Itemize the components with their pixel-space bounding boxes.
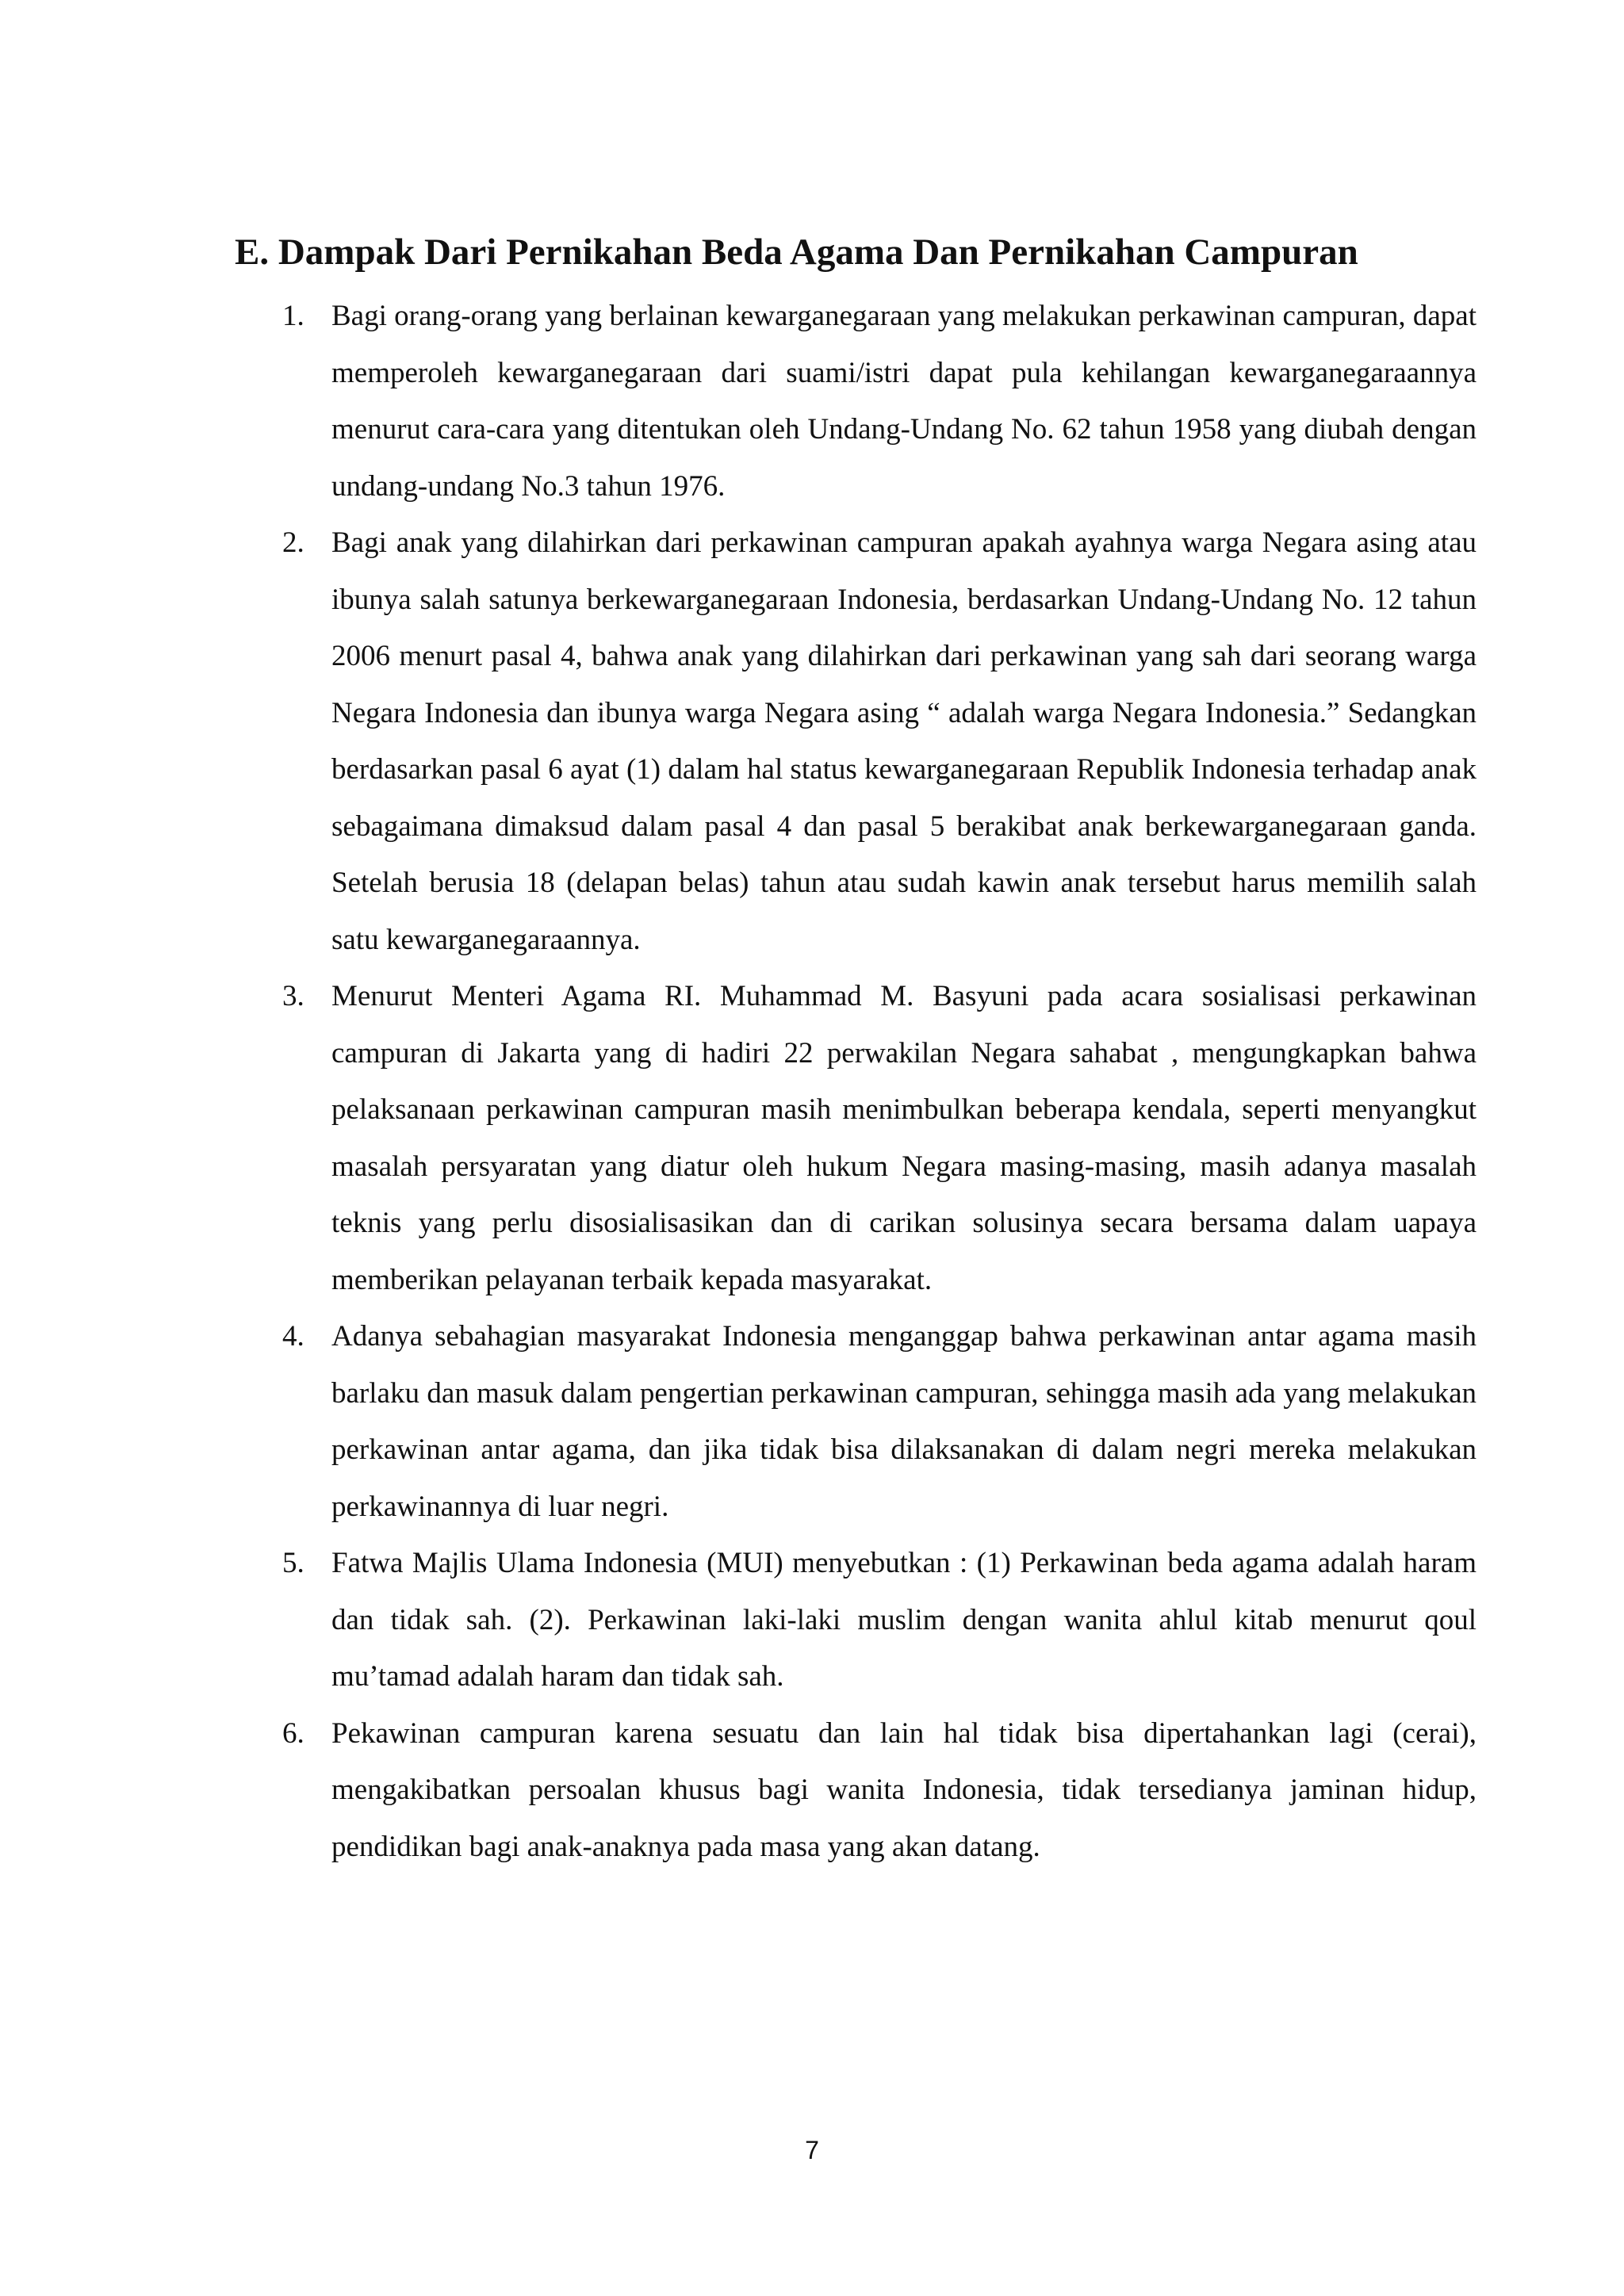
list-item-text: Bagi anak yang dilahirkan dari perkawinan campuran apakah ayahnya warga Negara asing atau ibunya salah satunya berkewarganegaraan Indonesia, berdasarkan Undang-Undang No. 12 tahun 2006 menurt pasal 4, bahwa anak yang dilahirkan dari perkawinan yang sah dari seorang warga Negara Indonesia dan ibunya warga Negara asing “ adalah warga Negara Indonesia.” Sedangkan berdasarkan pasal 6 ayat (1) dalam hal status kewarganegaraan Republik Indonesia terhadap anak sebagaimana dimaksud dalam pasal 4 dan pasal 5 berakibat anak berkewarganegaraan ganda. Setelah berusia 18 (delapan belas) tahun atau sudah kawin anak tersebut harus memilih salah satu kewarganegaraannya. — [331, 526, 1477, 956]
impact-list — [0, 288, 1624, 1875]
list-item-text: Adanya sebahagian masyarakat Indonesia menganggap bahwa perkawinan antar agama masih barlaku dan masuk dalam pengertian perkawinan campuran, sehingga masih ada yang melakukan perkawinan antar agama, dan jika tidak bisa dilaksanakan di dalam negri mereka melakukan perkawinannya di luar negri. — [331, 1320, 1477, 1523]
list-item — [0, 515, 1624, 968]
list-item — [0, 1535, 1624, 1705]
list-item — [0, 288, 1624, 515]
list-item-number: 1. — [282, 300, 304, 332]
list-item-number: 4. — [282, 1320, 304, 1353]
list-item-text: Pekawinan campuran karena sesuatu dan lain hal tidak bisa dipertahankan lagi (cerai), mengakibatkan persoalan khusus bagi wanita Indonesia, tidak tersedianya jaminan hidup, pendidikan bagi anak-anaknya pada masa yang akan datang. — [331, 1716, 1477, 1863]
list-item — [0, 1705, 1624, 1876]
list-item-text: Bagi orang-orang yang berlainan kewarganegaraan yang melakukan perkawinan campuran, dapat memperoleh kewarganegaraan dari suami/istri dapat pula kehilangan kewarganegaraannya menurut cara-cara yang ditentukan oleh Undang-Undang No. 62 tahun 1958 yang diubah dengan undang-undang No.3 tahun 1976. — [331, 300, 1477, 503]
list-item-number: 5. — [282, 1547, 304, 1579]
list-item — [0, 1308, 1624, 1535]
list-item-text: Menurut Menteri Agama RI. Muhammad M. Basyuni pada acara sosialisasi perkawinan campuran di Jakarta yang di hadiri 22 perwakilan Negara sahabat , mengungkapkan bahwa pelaksanaan perkawinan campuran masih menimbulkan beberapa kendala, seperti menyangkut masalah persyaratan yang diatur oleh hukum Negara masing-masing, masih adanya masalah teknis yang perlu disosialisasikan dan di carikan solusinya secara bersama dalam uapaya memberikan pelayanan terbaik kepada masyarakat. — [331, 980, 1477, 1296]
list-item — [0, 968, 1624, 1308]
list-item-number: 3. — [282, 980, 304, 1012]
section-heading: E. Dampak Dari Pernikahan Beda Agama Dan Pernikahan Campuran — [235, 232, 1358, 273]
list-item-text: Fatwa Majlis Ulama Indonesia (MUI) menyebutkan : (1) Perkawinan beda agama adalah haram dan tidak sah. (2). Perkawinan laki-laki muslim dengan wanita ahlul kitab menurut qoul mu’tamad adalah haram dan tidak sah. — [331, 1547, 1477, 1693]
page-number: 7 — [805, 2136, 819, 2164]
list-item-number: 2. — [282, 526, 304, 559]
list-item-number: 6. — [282, 1716, 304, 1750]
